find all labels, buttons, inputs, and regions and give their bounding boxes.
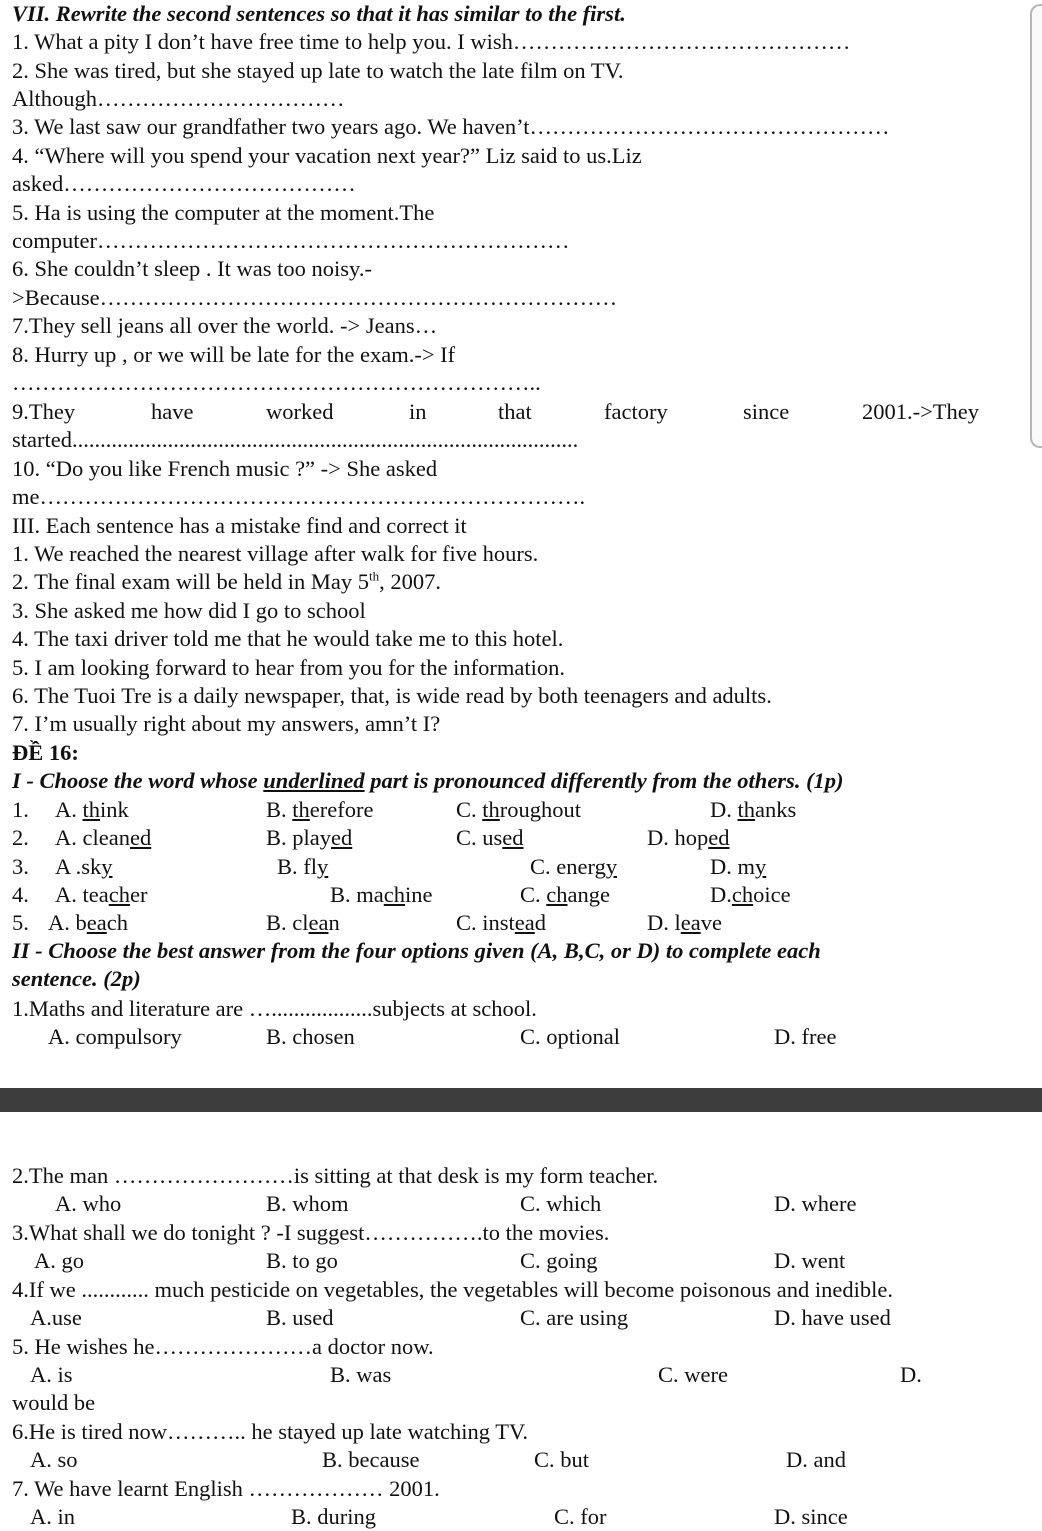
answer-option: B. used (266, 1305, 334, 1330)
answer-option: C. for (554, 1504, 607, 1529)
mistake-item: 6. The Tuoi Tre is a daily newspaper, that, is wide read by both teenagers and adults. (12, 683, 772, 708)
underlined-sound: ed (129, 825, 152, 850)
answer-option: A. so (30, 1447, 78, 1472)
phonetics-option (456, 824, 524, 852)
justified-word: 9.They (12, 399, 76, 424)
underlined-sound: ea (86, 910, 107, 935)
rewrite-item-10: 10. “Do you like French music ?” -> She asked (12, 456, 438, 481)
phonetics-option (710, 853, 766, 881)
answer-option: B. whom (266, 1191, 349, 1216)
answer-option: D. (900, 1362, 922, 1387)
answer-option: D. and (786, 1447, 846, 1472)
option-text: B. ma (330, 882, 384, 907)
heading-text: I - Choose the word whose (12, 768, 264, 793)
justified-word: in (409, 399, 427, 424)
section-3-title: III. Each sentence has a mistake find and correct it (12, 513, 467, 538)
option-text: er (129, 882, 148, 907)
phonetics-option (710, 881, 791, 909)
question-text: 2.The man ……………………is sitting at that desk is my form teacher. (12, 1163, 659, 1188)
option-text: B. play (266, 825, 331, 850)
phonetics-option (520, 881, 610, 909)
option-text: d (534, 910, 547, 935)
option-text: C. inst (456, 910, 515, 935)
page-break-bar (0, 1088, 1042, 1112)
answer-option: C. are using (520, 1305, 629, 1330)
underlined-sound: ea (680, 910, 701, 935)
option-text: ch (106, 910, 128, 935)
underlined-sound: th (292, 797, 310, 822)
option-text: A. tea (55, 882, 109, 907)
option-text: D. (710, 797, 738, 822)
phonetics-option (647, 824, 730, 852)
answer-option: D. since (774, 1504, 848, 1529)
part-2-heading: II - Choose the best answer from the four options given (A, B,C, or D) to complete each (12, 938, 821, 963)
mistake-item (12, 568, 441, 596)
option-text: D. m (710, 854, 755, 879)
exam-title: ĐỀ 16: (12, 740, 79, 765)
justified-word: worked (266, 399, 334, 424)
question-text: 4.If we ............ much pesticide on vegetables, the vegetables will become poisonous and inedible. (12, 1277, 894, 1302)
underlined-sound: ea (514, 910, 535, 935)
answer-option: C. which (520, 1191, 602, 1216)
option-text: A .sk (55, 854, 102, 879)
answer-option: D. went (774, 1248, 846, 1273)
question-text: 6.He is tired now……….. he stayed up late watching TV. (12, 1419, 528, 1444)
rewrite-item-9-answer: started.......................................................................................... (12, 427, 579, 452)
option-text: D. (710, 882, 732, 907)
answer-option-wrap: would be (12, 1390, 96, 1415)
underlined-sound: ea (308, 910, 329, 935)
phonetics-option (530, 853, 617, 881)
rewrite-item-2-answer: Although…………………………… (12, 86, 345, 111)
underlined-sound: y (317, 854, 329, 879)
phonetics-option (55, 824, 151, 852)
phonetics-option (266, 796, 373, 824)
phonetics-number: 2. (12, 825, 29, 850)
rewrite-item-7: 7.They sell jeans all over the world. -> Jeans… (12, 313, 438, 338)
mistake-item-text: , 2007. (379, 569, 442, 594)
option-text: erefore (309, 797, 374, 822)
phonetics-option (55, 853, 113, 881)
answer-option: A. in (30, 1504, 75, 1529)
option-text: B. (266, 797, 293, 822)
rewrite-item-2: 2. She was tired, but she stayed up late to watch the late film on TV. (12, 58, 624, 83)
question-text: 7. We have learnt English ……………… 2001. (12, 1476, 440, 1501)
rewrite-item-5: 5. Ha is using the computer at the moment.The (12, 200, 435, 225)
justified-word: factory (604, 399, 668, 424)
phonetics-option (55, 796, 129, 824)
rewrite-item-10-answer: me………………………………………………………………. (12, 484, 586, 509)
underlined-sound: th (482, 797, 500, 822)
underlined-sound: ch (731, 882, 754, 907)
answer-option: A.use (30, 1305, 82, 1330)
option-text: ine (405, 882, 433, 907)
question-text: 1.Maths and literature are …..................subjects at school. (12, 996, 537, 1021)
option-text: C. us (456, 825, 503, 850)
mistake-item-text: 2. The final exam will be held in May 5 (12, 569, 370, 594)
answer-option: A. is (30, 1362, 73, 1387)
question-text: 3.What shall we do tonight ? -I suggest…………….to the movies. (12, 1220, 610, 1245)
phonetics-number: 3. (12, 854, 29, 879)
answer-option: B. chosen (266, 1024, 355, 1049)
underlined-sound: y (755, 854, 767, 879)
answer-option: C. were (658, 1362, 728, 1387)
phonetics-number: 5. (12, 910, 29, 935)
rewrite-item-8-answer: …………………………………………………………….. (12, 370, 541, 395)
underlined-sound: th (82, 797, 101, 822)
answer-option: D. free (774, 1024, 837, 1049)
underlined-sound: ch (108, 882, 130, 907)
underlined-sound: ed (708, 825, 730, 850)
rewrite-item-6: 6. She couldn’t sleep . It was too noisy.- (12, 256, 372, 281)
option-text: C. energ (530, 854, 606, 879)
answer-option: A. who (55, 1191, 122, 1216)
underlined-sound: y (605, 854, 618, 879)
section-7-title: VII. Rewrite the second sentences so that it has similar to the first. (12, 1, 626, 26)
option-text: D. hop (647, 825, 709, 850)
answer-option: C. optional (520, 1024, 620, 1049)
mistake-item: 5. I am looking forward to hear from you for the information. (12, 655, 565, 680)
answer-option: C. going (520, 1248, 598, 1273)
option-text: A. clean (55, 825, 130, 850)
option-text: ink (100, 797, 129, 822)
phonetics-option (266, 824, 352, 852)
justified-word: since (743, 399, 790, 424)
mistake-item: 1. We reached the nearest village after walk for five hours. (12, 541, 539, 566)
option-text: C. (520, 882, 547, 907)
phonetics-option (456, 909, 546, 937)
underlined-sound: ed (331, 825, 353, 850)
answer-option: B. to go (266, 1248, 338, 1273)
underlined-sound: ch (383, 882, 405, 907)
rewrite-item-8: 8. Hurry up , or we will be late for the exam.-> If (12, 342, 456, 367)
option-text: ve (700, 910, 722, 935)
phonetics-option (647, 909, 722, 937)
mistake-item: 3. She asked me how did I go to school (12, 598, 366, 623)
answer-option: A. compulsory (48, 1024, 182, 1049)
option-text: B. cl (266, 910, 309, 935)
justified-word: that (498, 399, 532, 424)
rewrite-item-5-answer: computer……………………………………………………… (12, 228, 570, 253)
underlined-sound: y (101, 854, 113, 879)
option-text: oice (753, 882, 791, 907)
option-text: D. l (647, 910, 681, 935)
option-text: B. fl (277, 854, 318, 879)
heading-text: part is pronounced differently from the others. (1p) (364, 768, 844, 793)
answer-option: B. was (330, 1362, 392, 1387)
answer-option: C. but (534, 1447, 590, 1472)
question-text: 5. He wishes he…………………a doctor now. (12, 1334, 434, 1359)
phonetics-option (266, 909, 340, 937)
phonetics-option (55, 881, 147, 909)
mistake-item: 4. The taxi driver told me that he would take me to this hotel. (12, 626, 564, 651)
rewrite-item-1: 1. What a pity I don’t have free time to help you. I wish……………………………………… (12, 29, 851, 54)
justified-word: 2001.->They (862, 399, 980, 424)
underlined-sound: ch (546, 882, 568, 907)
scrollbar-thumb[interactable] (1030, 4, 1042, 448)
underlined-sound: ed (502, 825, 524, 850)
option-text: A. (55, 797, 83, 822)
rewrite-item-6-answer: >Because…………………………………………………………… (12, 285, 618, 310)
option-text: C. (456, 797, 483, 822)
phonetics-option (456, 796, 581, 824)
mistake-item: 7. I’m usually right about my answers, amn’t I? (12, 711, 441, 736)
rewrite-item-4-answer: asked………………………………… (12, 171, 356, 196)
option-text: A. b (48, 910, 87, 935)
heading-underlined-word: underlined (263, 768, 365, 793)
phonetics-option (277, 853, 328, 881)
answer-option: A. go (34, 1248, 84, 1273)
rewrite-item-4: 4. “Where will you spend your vacation next year?” Liz said to us.Liz (12, 143, 642, 168)
option-text: roughout (499, 797, 582, 822)
phonetics-option (330, 881, 433, 909)
rewrite-item-3: 3. We last saw our grandfather two years ago. We haven’t………………………………………… (12, 114, 890, 139)
underlined-sound: th (737, 797, 756, 822)
answer-option: B. because (322, 1447, 420, 1472)
answer-option: D. have used (774, 1305, 891, 1330)
part-1-heading (12, 767, 844, 795)
answer-option: B. during (291, 1504, 377, 1529)
justified-word: have (151, 399, 194, 424)
ordinal-suffix: th (369, 568, 380, 584)
answer-option: D. where (774, 1191, 857, 1216)
phonetics-option (710, 796, 796, 824)
phonetics-option (48, 909, 128, 937)
phonetics-number: 1. (12, 797, 29, 822)
part-2-heading-cont: sentence. (2p) (12, 966, 141, 991)
phonetics-number: 4. (12, 882, 29, 907)
option-text: ange (567, 882, 610, 907)
option-text: n (328, 910, 340, 935)
option-text: anks (755, 797, 797, 822)
